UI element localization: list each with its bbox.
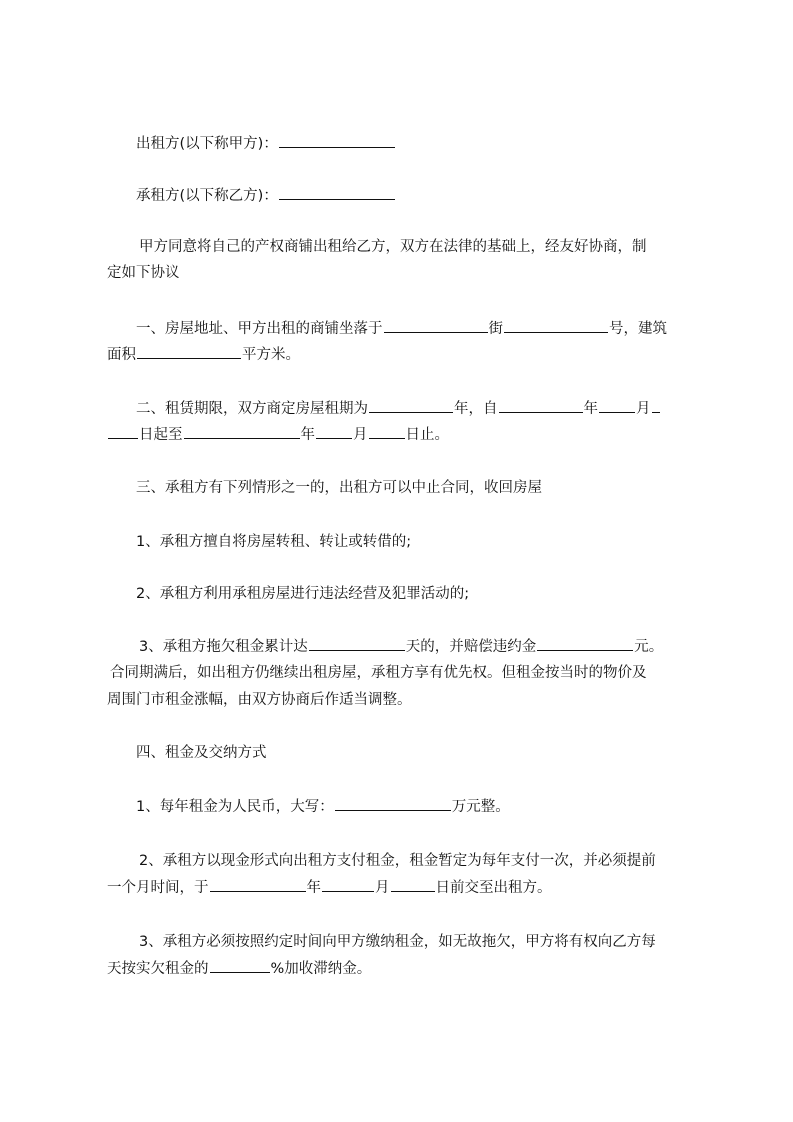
clause4-item2-text-1: 一个月时间，于 <box>107 880 209 896</box>
clause2-end-year-blank <box>184 424 300 439</box>
clause2-start-day-blank-a <box>652 398 660 413</box>
clause3-item-3-line-3: 周围门市租金涨幅，由双方协商后作适当调整。 <box>107 692 412 708</box>
party-b-label: 承租方(以下称乙方)： <box>136 188 278 204</box>
clause4-amount-blank <box>335 796 451 811</box>
clause4-item-2-line-2 <box>107 877 687 898</box>
party-b-blank <box>279 185 395 200</box>
intro-line-2: 定如下协议 <box>107 265 180 281</box>
clause2-start-month-blank <box>599 398 635 413</box>
clause3-heading: 三、承租方有下列情形之一的，出租方可以中止合同，收回房屋 <box>136 480 542 496</box>
clause1-line-1 <box>136 318 716 339</box>
clause3-item3-text-2: 天的，并赔偿违约金 <box>405 639 537 655</box>
clause4-item2-text-3: 月 <box>375 880 390 896</box>
clause4-item1-text-2: 万元整。 <box>451 799 510 815</box>
clause2-end-month-blank <box>316 424 352 439</box>
clause2-text-5: 日起至 <box>139 427 183 443</box>
clause4-item2-text-2: 年 <box>306 880 321 896</box>
clause4-pay-year-blank <box>210 877 306 892</box>
clause1-text-3: 号，建筑 <box>609 321 667 337</box>
clause4-item-1 <box>136 796 716 817</box>
party-a-blank <box>279 133 395 148</box>
clause2-text-2: 年，自 <box>454 401 498 417</box>
clause4-pay-month-blank <box>322 877 374 892</box>
clause4-item-3-line-2 <box>107 958 687 979</box>
clause4-item3-text-1: 天按实欠租金的 <box>107 961 209 977</box>
party-a-label: 出租方(以下称甲方)： <box>136 136 278 152</box>
clause1-text-4: 面积 <box>107 347 136 363</box>
clause2-text-3: 年 <box>583 401 598 417</box>
clause4-item-2-line-1: 2、承租方以现金形式向出租方支付租金，租金暂定为每年支付一次，并必须提前 <box>139 853 656 869</box>
clause2-line-1 <box>136 398 716 419</box>
clause2-line-2 <box>107 424 687 445</box>
clause3-item-3-line-2: 合同期满后，如出租方仍继续出租房屋，承租方享有优先权。但租金按当时的物价及 <box>110 665 647 681</box>
clause2-text-1: 二、租赁期限，双方商定房屋租期为 <box>136 401 368 417</box>
clause3-penalty-blank <box>537 636 633 651</box>
clause3-item-3-line-1 <box>139 636 719 657</box>
clause4-item-3-line-1: 3、承租方必须按照约定时间向甲方缴纳租金，如无故拖欠，甲方将有权向乙方每 <box>139 934 656 950</box>
clause4-latefee-blank <box>210 958 270 973</box>
clause2-start-day-blank-b <box>108 424 138 439</box>
clause1-text-1: 一、房屋地址、甲方出租的商铺坐落于 <box>136 321 383 337</box>
clause3-item-2: 2、承租方利用承租房屋进行违法经营及犯罪活动的; <box>136 586 470 602</box>
clause1-area-blank <box>137 344 241 359</box>
clause1-street-blank <box>384 318 488 333</box>
clause2-text-7: 月 <box>353 427 368 443</box>
clause4-heading: 四、租金及交纳方式 <box>136 745 267 761</box>
clause2-term-blank <box>369 398 453 413</box>
clause3-days-blank <box>309 636 405 651</box>
clause2-text-6: 年 <box>300 427 315 443</box>
clause3-item-1: 1、承租方擅自将房屋转租、转让或转借的; <box>136 534 412 550</box>
clause4-item1-text-1: 1、每年租金为人民币，大写： <box>136 799 334 815</box>
clause4-pay-day-blank <box>391 877 435 892</box>
clause3-item3-text-3: 元。 <box>634 639 664 655</box>
party-a-line <box>136 133 716 154</box>
clause1-text-5: 平方米。 <box>242 347 300 363</box>
clause2-text-8: 日止。 <box>405 427 449 443</box>
party-b-line <box>136 185 716 206</box>
clause2-text-4: 月 <box>636 401 651 417</box>
clause1-line-2 <box>107 344 687 365</box>
clause4-item3-text-2: %加收滞纳金。 <box>270 961 372 977</box>
clause4-item2-text-4: 日前交至出租方。 <box>435 880 552 896</box>
clause2-start-year-blank <box>499 398 583 413</box>
clause2-end-day-blank <box>369 424 405 439</box>
clause1-number-blank <box>504 318 608 333</box>
clause3-item3-text-1: 3、承租方拖欠租金累计达 <box>139 639 308 655</box>
clause1-text-2: 街 <box>488 321 503 337</box>
intro-line-1: 甲方同意将自己的产权商铺出租给乙方，双方在法律的基础上，经友好协商，制 <box>139 239 647 255</box>
